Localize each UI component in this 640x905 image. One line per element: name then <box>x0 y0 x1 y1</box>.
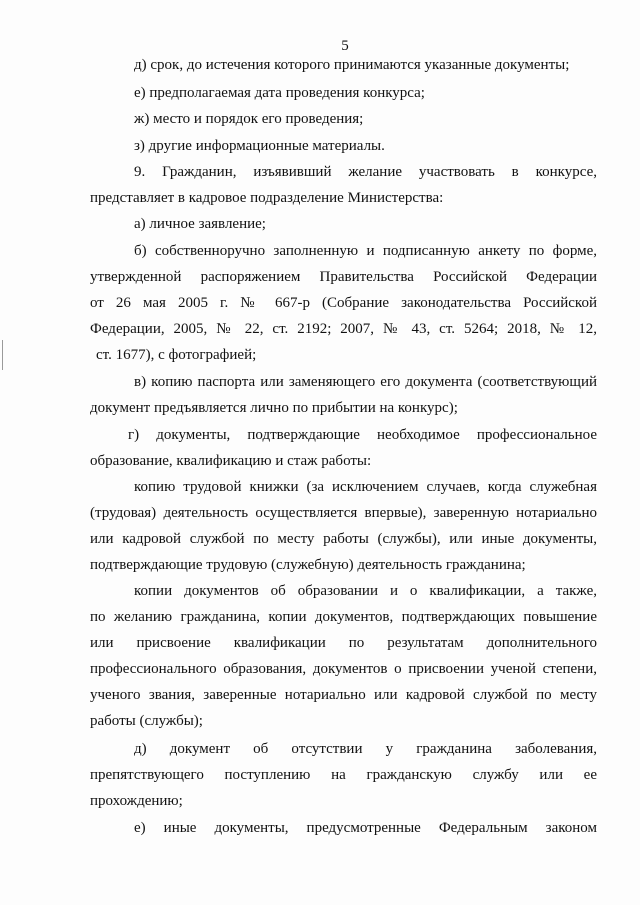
scan-edge-mark <box>2 340 3 370</box>
text-line-6: представляет в кадровое подразделение Министерства: <box>90 190 444 206</box>
text-line-21: копии документов об образовании и о квалификации, а также, <box>134 583 597 599</box>
text-line-9: утвержденной распоряжением Правительства Российской Федерации <box>90 269 597 285</box>
text-line-19: или кадровой службой по месту работы (службы), или иные документы, <box>90 531 597 547</box>
page-number: 5 <box>341 38 349 54</box>
text-line-11: Федерации, 2005, № 22, ст. 2192; 2007, № 43, ст. 5264; 2018, № 12, <box>90 321 597 337</box>
text-line-16: образование, квалификацию и стаж работы: <box>90 453 372 469</box>
text-line-22: по желанию гражданина, копии документов, подтверждающих повышение <box>90 609 597 625</box>
text-line-20: подтверждающие трудовую (служебную) деятельность гражданина; <box>90 557 526 573</box>
text-line-8: б) собственноручно заполненную и подписанную анкету по форме, <box>134 243 597 259</box>
text-line-18: (трудовая) деятельность осуществляется впервые), заверенную нотариально <box>90 505 597 521</box>
text-line-5: 9. Гражданин, изъявивший желание участвовать в конкурсе, <box>134 164 597 180</box>
text-line-24: профессионального образования, документов о присвоении ученой степени, <box>90 661 597 677</box>
text-line-12: ст. 1677), с фотографией; <box>96 347 257 363</box>
text-line-3: ж) место и порядок его проведения; <box>134 111 364 127</box>
text-line-4: з) другие информационные материалы. <box>134 138 385 154</box>
text-line-10: от 26 мая 2005 г. № 667-р (Собрание законодательства Российской <box>90 295 597 311</box>
text-line-28: препятствующего поступлению на гражданскую службу или ее <box>90 767 597 783</box>
text-line-25: ученого звания, заверенные нотариально или кадровой службой по месту <box>90 687 597 703</box>
text-line-17: копию трудовой книжки (за исключением случаев, когда служебная <box>134 479 597 495</box>
text-line-30: е) иные документы, предусмотренные Федеральным законом <box>134 820 597 836</box>
text-line-26: работы (службы); <box>90 713 203 729</box>
text-line-14: документ предъявляется лично по прибытии на конкурс); <box>90 400 458 416</box>
text-line-23: или присвоение квалификации по результатам дополнительного <box>90 635 597 651</box>
text-line-29: прохождению; <box>90 793 183 809</box>
text-line-1: д) срок, до истечения которого принимаются указанные документы; <box>134 57 570 73</box>
text-line-13: в) копию паспорта или заменяющего его документа (соответствующий <box>134 374 597 390</box>
text-line-2: е) предполагаемая дата проведения конкурса; <box>134 85 425 101</box>
text-line-7: а) личное заявление; <box>134 216 266 232</box>
text-line-27: д) документ об отсутствии у гражданина заболевания, <box>134 741 597 757</box>
text-line-15: г) документы, подтверждающие необходимое профессиональное <box>128 427 597 443</box>
